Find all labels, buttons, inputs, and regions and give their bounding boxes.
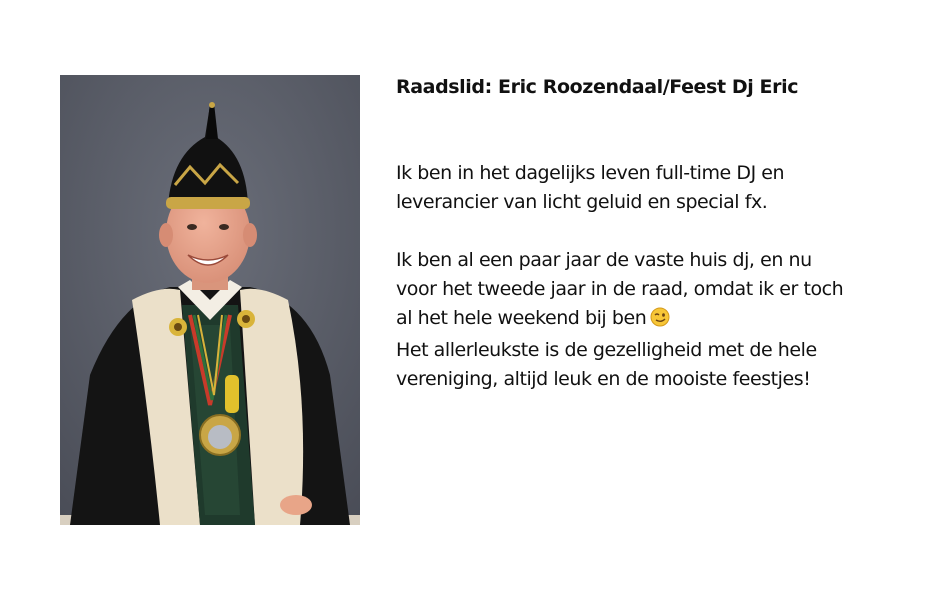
story-paragraph	[396, 246, 896, 394]
intro-paragraph	[396, 159, 896, 217]
intro-line-2: leverancier van licht geluid en special fx.	[396, 191, 768, 213]
story-line-1: Ik ben al een paar jaar de vaste huis dj, en nu	[396, 249, 812, 271]
story-line-2: voor het tweede jaar in de raad, omdat ik er toch	[396, 278, 844, 300]
story-line-4: Het allerleukste is de gezelligheid met de hele	[396, 339, 817, 361]
profile-text	[396, 73, 896, 394]
story-line-5: vereniging, altijd leuk en de mooiste feestjes!	[396, 368, 811, 390]
profile-title: Raadslid: Eric Roozendaal/Feest Dj Eric	[396, 76, 799, 98]
portrait-photo	[60, 75, 360, 525]
winking-face-icon	[650, 307, 670, 336]
intro-line-1: Ik ben in het dagelijks leven full-time DJ en	[396, 162, 785, 184]
portrait-illustration	[60, 75, 360, 525]
story-line-3: al het hele weekend bij ben	[396, 307, 647, 329]
